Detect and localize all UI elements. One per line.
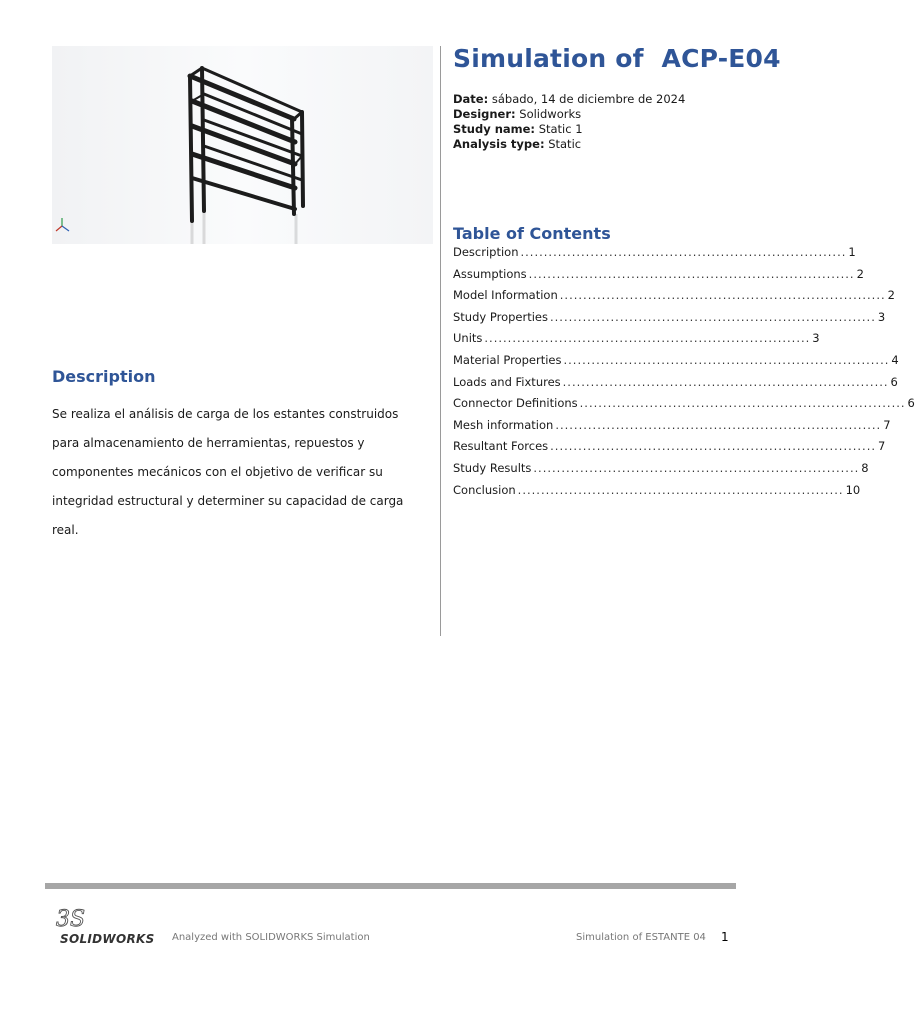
toc-item[interactable]: Material Properties ...................................................................... 4 [453,352,899,367]
toc-item-label: Description [453,245,519,259]
meta-analysis-type [453,137,685,152]
ds-logo-icon [52,900,102,934]
toc-item[interactable]: Connector Definitions ...................................................................... 6 [453,396,915,411]
meta-study-name [453,122,685,137]
toc-item-page: 3 [812,331,820,346]
toc-item-label: Material Properties [453,352,562,367]
column-divider [440,46,441,636]
description-heading: Description [52,367,156,386]
meta-date-value: sábado, 14 de diciembre de 2024 [491,92,686,106]
solidworks-logo [52,900,162,950]
toc-item-label: Assumptions [453,266,527,281]
toc-item-page: 3 [877,309,886,324]
toc-item[interactable]: Resultant Forces ...................................................................... 7 [453,439,886,454]
shelf-structure [190,68,303,221]
toc-item[interactable]: Assumptions ...................................................................... 2 [453,266,864,281]
meta-date-label: Date: [453,92,489,106]
study-metadata [453,92,685,152]
toc-item[interactable]: Units ...................................................................... 3 [453,331,820,346]
meta-analysis-value: Static [548,137,582,151]
svg-text:3S: 3S [56,907,86,932]
toc-item-page: 6 [907,396,915,411]
toc-item-page: 4 [891,352,899,367]
toc-item-page: 2 [856,266,864,281]
toc-item-page: 1 [848,245,856,259]
toc-item[interactable]: Model Information ...................................................................... 2 [453,288,895,303]
toc-item[interactable]: Mesh information ...................................................................... 7 [453,417,891,432]
page-number: 1 [721,930,729,944]
toc-item-page: 10 [845,482,861,497]
toc-item-page: 6 [890,374,898,389]
description-text: Se realiza el análisis de carga de los estantes construidos para almacenamiento de herramientas, repuestos y componentes mecánicos con el objetivo de verificar su integridad estructural y determiner su capacidad de carga real. [52,407,404,537]
toc-item-label: Study Properties [453,309,548,324]
toc-item-label: Mesh information [453,417,554,432]
document-title: Simulation of ACP-E04 [453,44,781,73]
toc-item-label: Resultant Forces [453,439,549,454]
toc-item-label: Conclusion [453,482,516,497]
toc-item[interactable]: Study Results ...................................................................... 8 [453,460,869,475]
model-image [52,46,433,244]
axis-triad-icon [56,218,69,231]
toc-item-page: 2 [887,288,895,303]
footer-rule [45,883,736,889]
meta-study-label: Study name: [453,122,536,136]
toc-item[interactable]: Study Properties ...................................................................... 3 [453,309,886,324]
table-of-contents [453,245,915,504]
toc-item-label: Model Information [453,288,558,303]
footer-analyzed-with: Analyzed with SOLIDWORKS Simulation [172,932,370,943]
meta-designer-label: Designer: [453,107,516,121]
meta-date [453,92,685,107]
toc-item-page: 7 [883,417,891,432]
toc-item-label: Connector Definitions [453,396,578,411]
toc-item-label: Units [453,331,483,346]
toc-item-label: Study Results [453,460,532,475]
meta-designer [453,107,685,122]
footer-document-name: Simulation of ESTANTE 04 [576,932,706,943]
toc-item[interactable]: Loads and Fixtures ...................................................................... 6 [453,374,898,389]
toc-heading: Table of Contents [453,224,611,243]
toc-item[interactable]: Description ...................................................................... 1 [453,245,856,259]
logo-wordmark: SOLIDWORKS [60,932,155,946]
meta-analysis-label: Analysis type: [453,137,545,151]
meta-designer-value: Solidworks [519,107,582,121]
meta-study-value: Static 1 [538,122,583,136]
toc-item-page: 8 [861,460,869,475]
toc-item[interactable]: Conclusion ...................................................................... 10 [453,482,861,497]
toc-item-page: 7 [878,439,886,454]
toc-item-label: Loads and Fixtures [453,374,561,389]
